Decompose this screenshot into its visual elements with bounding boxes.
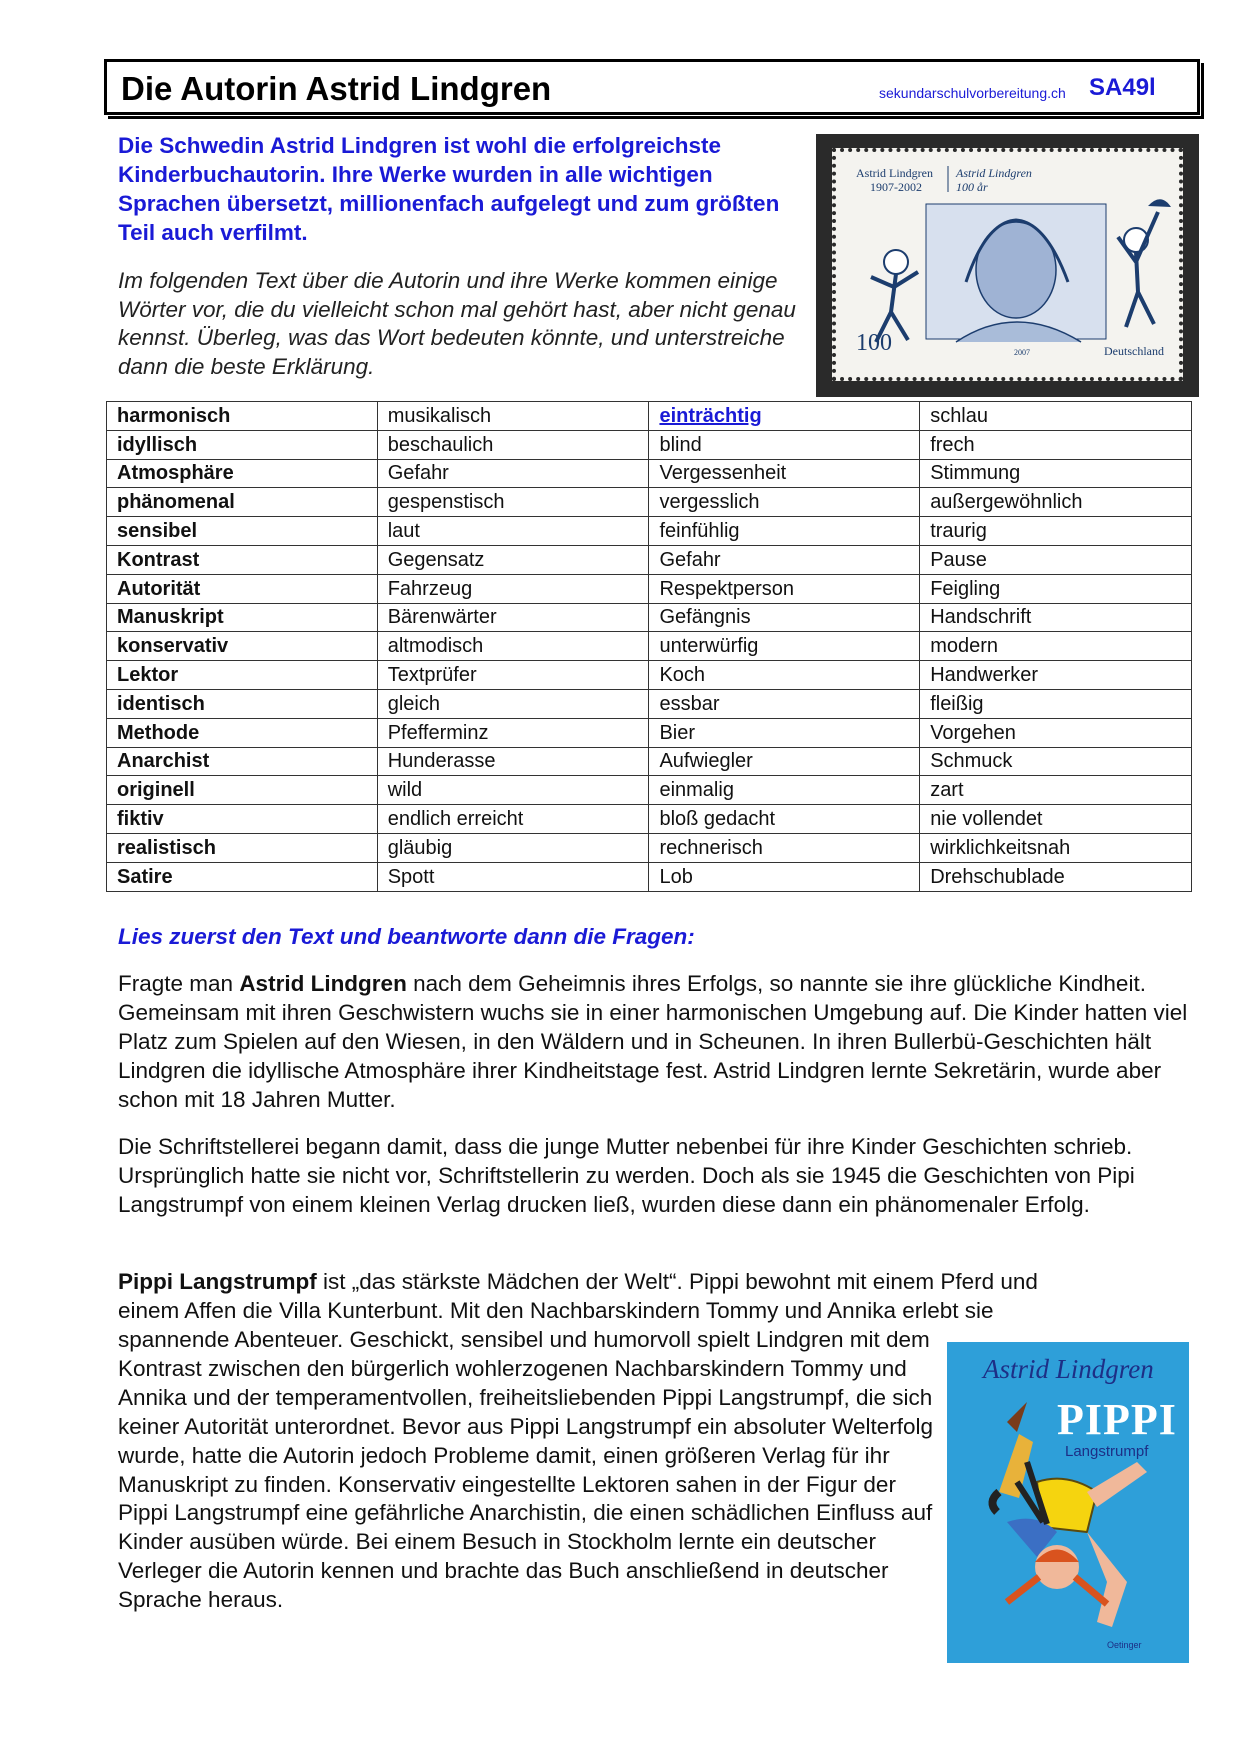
vocab-word: fiktiv xyxy=(107,805,378,834)
site-url[interactable]: sekundarschulvorbereitung.ch xyxy=(879,85,1066,101)
table-row xyxy=(107,833,1192,862)
vocab-option[interactable]: Textprüfer xyxy=(377,661,649,690)
vocab-word: Autorität xyxy=(107,574,378,603)
paragraph-3-intro xyxy=(118,1268,1188,1326)
table-row xyxy=(107,517,1192,546)
book-author: Astrid Lindgren xyxy=(983,1354,1154,1384)
paragraph-1-pre: Fragte man xyxy=(118,971,240,996)
vocab-option[interactable]: Respektperson xyxy=(649,574,920,603)
vocab-option[interactable]: Vergessenheit xyxy=(649,459,920,488)
table-row xyxy=(107,747,1192,776)
worksheet-code: SA49l xyxy=(1089,74,1156,101)
vocab-option[interactable]: altmodisch xyxy=(377,632,649,661)
paragraph-2: Die Schriftstellerei begann damit, dass die junge Mutter nebenbei für ihre Kinder Geschichten schrieb. Ursprünglich hatte sie nicht vor, Schriftstellerin zu werden. Doch als sie 1945 die Geschichten von Pipi Langstrumpf von einem kleinen Verlag drucken ließ, wurden diese dann ein phänomenaler Erfolg. xyxy=(118,1134,1135,1217)
table-row xyxy=(107,402,1192,431)
vocab-option[interactable]: gleich xyxy=(377,689,649,718)
vocab-word: realistisch xyxy=(107,833,378,862)
vocab-option[interactable]: außergewöhnlich xyxy=(920,488,1192,517)
vocab-option[interactable]: bloß gedacht xyxy=(649,805,920,834)
intro-text: Die Schwedin Astrid Lindgren ist wohl die erfolgreichste Kinderbuchautorin. Ihre Werke wurden in alle wichtigen Sprachen übersetzt, millionenfach aufgelegt und zum größten Teil auch verfilmt. xyxy=(118,133,780,245)
vocab-option[interactable]: endlich erreicht xyxy=(377,805,649,834)
vocab-option[interactable]: zart xyxy=(920,776,1192,805)
vocab-option[interactable]: Schmuck xyxy=(920,747,1192,776)
vocab-option[interactable]: Stimmung xyxy=(920,459,1192,488)
vocab-option[interactable]: Feigling xyxy=(920,574,1192,603)
vocab-option[interactable]: gläubig xyxy=(377,833,649,862)
vocab-option[interactable]: Handschrift xyxy=(920,603,1192,632)
book-cover-image xyxy=(947,1342,1189,1663)
paragraph-3-line2: einem Affen die Villa Kunterbunt. Mit den Nachbarskindern Tommy und Annika erlebt sie xyxy=(118,1297,994,1323)
table-row xyxy=(107,862,1192,891)
book-title: PIPPI xyxy=(1057,1395,1177,1444)
stamp-image xyxy=(816,134,1199,397)
vocab-option[interactable]: gespenstisch xyxy=(377,488,649,517)
vocab-option[interactable]: Spott xyxy=(377,862,649,891)
vocab-option[interactable]: Gefahr xyxy=(649,545,920,574)
table-row xyxy=(107,776,1192,805)
vocab-option[interactable]: Drehschublade xyxy=(920,862,1192,891)
paragraph-1-bold: Astrid Lindgren xyxy=(239,971,407,996)
table-row xyxy=(107,459,1192,488)
vocab-option[interactable]: unterwürfig xyxy=(649,632,920,661)
pippi-illustration xyxy=(947,1342,1189,1663)
vocab-option[interactable]: Hunderasse xyxy=(377,747,649,776)
paragraph-3-line1: ist „das stärkste Mädchen der Welt“. Pippi bewohnt mit einem Pferd und xyxy=(316,1269,1038,1294)
stamp-year: 2007 xyxy=(1014,348,1030,357)
page-title: Die Autorin Astrid Lindgren xyxy=(121,70,552,107)
vocabulary-table xyxy=(106,401,1192,892)
vocab-option[interactable]: modern xyxy=(920,632,1192,661)
vocab-option[interactable]: fleißig xyxy=(920,689,1192,718)
vocab-option[interactable]: Pfefferminz xyxy=(377,718,649,747)
vocab-word: originell xyxy=(107,776,378,805)
vocab-word: Lektor xyxy=(107,661,378,690)
table-row xyxy=(107,718,1192,747)
vocab-option[interactable]: Bier xyxy=(649,718,920,747)
vocab-option[interactable]: Lob xyxy=(649,862,920,891)
vocab-option[interactable]: Koch xyxy=(649,661,920,690)
vocab-word: harmonisch xyxy=(107,402,378,431)
vocab-option[interactable]: musikalisch xyxy=(377,402,649,431)
questions-heading: Lies zuerst den Text und beantworte dann die Fragen: xyxy=(118,924,695,949)
paragraph-3-bold: Pippi Langstrumpf xyxy=(118,1269,317,1294)
table-row xyxy=(107,545,1192,574)
stamp-country: Deutschland xyxy=(1104,344,1164,358)
stamp-left-caption: Astrid Lindgren xyxy=(856,166,933,180)
vocab-word: Satire xyxy=(107,862,378,891)
vocab-option[interactable]: blind xyxy=(649,430,920,459)
header-box xyxy=(104,59,1200,115)
vocab-option[interactable]: feinfühlig xyxy=(649,517,920,546)
stamp-face xyxy=(832,148,1183,381)
paragraph-1 xyxy=(118,970,1188,1115)
vocab-word: phänomenal xyxy=(107,488,378,517)
paragraph-1-post: nach dem Geheimnis ihres Erfolgs, so nannte sie ihre glückliche Kindheit. Gemeinsam mit ihren Geschwistern wuchs sie in einer harmonischen Umgebung auf. Die Kinder hatten viel Platz zum Spielen auf den Wiesen, in den Wäldern und in Scheunen. In ihren Bullerbü-Geschichten hält Lindgren die idyllische Atmosphäre ihrer Kindheitstage fest. Astrid Lindgren lernte Sekretärin, wurde aber schon mit 18 Jahren Mutter. xyxy=(118,971,1188,1112)
table-row xyxy=(107,603,1192,632)
table-row xyxy=(107,661,1192,690)
instructions-text: Im folgenden Text über die Autorin und ihre Werke kommen einige Wörter vor, die du vielleicht schon mal gehört hast, aber nicht genau kennst. Überleg, was das Wort bedeuten könnte, und unterstreiche dann die beste Erklärung. xyxy=(118,268,796,379)
vocab-option[interactable]: rechnerisch xyxy=(649,833,920,862)
table-row xyxy=(107,488,1192,517)
table-row xyxy=(107,805,1192,834)
stamp-value: 100 xyxy=(856,330,892,356)
stamp-right-sub: 100 år xyxy=(956,180,988,194)
vocab-option[interactable]: Handwerker xyxy=(920,661,1192,690)
vocab-word: Anarchist xyxy=(107,747,378,776)
vocab-word: identisch xyxy=(107,689,378,718)
table-row xyxy=(107,430,1192,459)
vocab-option-link[interactable] xyxy=(649,402,920,431)
vocab-option[interactable]: wild xyxy=(377,776,649,805)
vocab-option[interactable]: laut xyxy=(377,517,649,546)
vocab-option[interactable]: traurig xyxy=(920,517,1192,546)
stamp-left-years: 1907-2002 xyxy=(870,180,922,194)
vocab-option[interactable]: Gefahr xyxy=(377,459,649,488)
vocab-word: Methode xyxy=(107,718,378,747)
vocab-option[interactable]: Gegensatz xyxy=(377,545,649,574)
vocab-word: sensibel xyxy=(107,517,378,546)
vocab-option[interactable]: nie vollendet xyxy=(920,805,1192,834)
book-publisher: Oetinger xyxy=(1107,1640,1142,1650)
vocab-word: konservativ xyxy=(107,632,378,661)
vocab-option[interactable]: schlau xyxy=(920,402,1192,431)
vocab-option[interactable]: Bärenwärter xyxy=(377,603,649,632)
book-subtitle: Langstrumpf xyxy=(1065,1443,1149,1460)
stamp-right-caption: Astrid Lindgren xyxy=(956,166,1032,180)
vocab-option[interactable]: Pause xyxy=(920,545,1192,574)
vocab-option[interactable]: Aufwiegler xyxy=(649,747,920,776)
vocab-word: Manuskript xyxy=(107,603,378,632)
vocab-option[interactable]: Vorgehen xyxy=(920,718,1192,747)
table-row xyxy=(107,632,1192,661)
vocab-option[interactable]: wirklichkeitsnah xyxy=(920,833,1192,862)
vocab-option[interactable]: beschaulich xyxy=(377,430,649,459)
vocab-option[interactable]: vergesslich xyxy=(649,488,920,517)
vocab-word: Kontrast xyxy=(107,545,378,574)
vocab-word: Atmosphäre xyxy=(107,459,378,488)
table-row xyxy=(107,574,1192,603)
vocab-option[interactable]: Gefängnis xyxy=(649,603,920,632)
table-row xyxy=(107,689,1192,718)
vocab-option-link-text[interactable]: einträchtig xyxy=(659,404,762,427)
vocab-option[interactable]: frech xyxy=(920,430,1192,459)
vocab-option[interactable]: essbar xyxy=(649,689,920,718)
vocab-option[interactable]: einmalig xyxy=(649,776,920,805)
vocab-word: idyllisch xyxy=(107,430,378,459)
vocab-option[interactable]: Fahrzeug xyxy=(377,574,649,603)
paragraph-3-body: spannende Abenteuer. Geschickt, sensibel und humorvoll spielt Lindgren mit dem Kontrast zwischen den bürgerlich wohlerzogenen Nachbarskindern Tommy und Annika und der temperamentvollen, freiheitsliebenden Pippi Langstrumpf, die sich keiner Autorität unterordnet. Bevor aus Pippi Langstrumpf ein absoluter Welterfolg wurde, hatte die Autorin jedoch Probleme damit, einen größeren Verlag für ihr Manuskript zu finden. Konservativ eingestellte Lektoren sahen in der Figur der Pippi Langstrumpf eine gefährliche Anarchistin, die einen schädlichen Einfluss auf Kinder ausüben würde. Bei einem Besuch in Stockholm lernte ein deutscher Verleger die Autorin kennen und brachte das Buch anschließend in deutscher Sprache heraus. xyxy=(118,1327,934,1613)
